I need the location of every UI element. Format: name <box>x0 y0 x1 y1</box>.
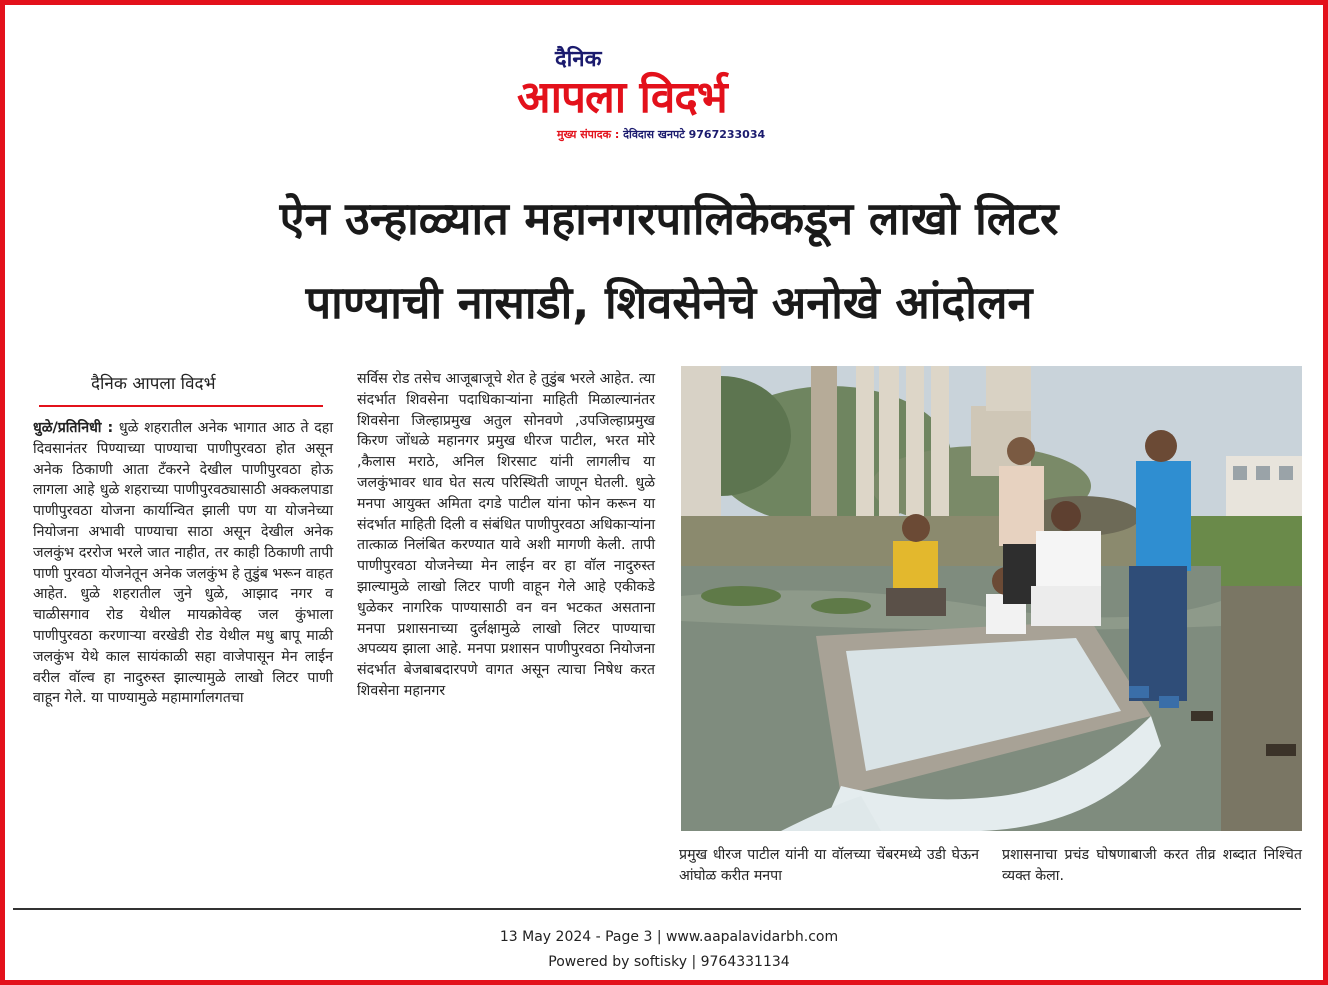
article-headline <box>45 177 1293 345</box>
masthead <box>517 47 827 147</box>
footer-rule <box>13 908 1301 910</box>
source-rule <box>39 405 323 407</box>
article-column-4: प्रशासनाचा प्रचंड घोषणाबाजी करत तीव्र शब्दात निश्चित व्यक्त केला. <box>1002 847 1302 884</box>
masthead-editor <box>557 127 765 142</box>
footer-powered-by: Powered by softisky | 9764331134 <box>548 954 790 970</box>
headline-line-2: पाण्याची नासाडी, शिवसेनेचे अनोखे आंदोलन <box>305 276 1033 329</box>
dateline: धुळे/प्रतिनिधी : <box>33 420 114 436</box>
editor-label: मुख्य संपादक : <box>557 128 620 141</box>
headline-line-1: ऐन उन्हाळ्यात महानगरपालिकेकडून लाखो लिटर <box>279 192 1059 245</box>
column-1-text: धुळे शहरातील अनेक भागात आठ ते दहा दिवसानंतर पिण्याच्या पाण्याचा पाणीपुरवठा होत असून अनेक ठिकाणी आता टँकरने देखील पाणीपुरवठा होऊ लागला आहे धुळे शहराच्या पाणीपुरवठ्यासाठी अक्कलपाडा पाणीपुरवठा योजना कार्यान्वित झाली पण या योजनेच्या नियोजना अभावी पाण्याचा साठा असून देखील अनेक जलकुंभ दररोज भरले जात नाहीत, तर काही ठिकाणी तापी पाणी पुरवठा योजनेतून अनेक जलकुंभ हे तुडुंब भरून वाहत आहेत. धुळे शहरातील जुने धुळे, आझाद नगर व चाळीसगाव रोड येथील मायक्रोवेव्ह जल कुंभाला पाणीपुरवठा करणाऱ्या वरखेडी रोड येथील मधु बापू माळी जलकुंभ येथे काल सायंकाळी सहा वाजेपासून मेन लाईन वरील वॉल्व हा नादुरुस्त झाल्यामुळे लाखो लिटर पाणी वाहून गेले. या पाण्यामुळे महामार्गालगतचा <box>33 420 334 707</box>
source-label: दैनिक आपला विदर्भ <box>91 374 216 394</box>
article-column-2: सर्विस रोड तसेच आजूबाजूचे शेत हे तुडुंब भरले आहेत. त्या संदर्भात शिवसेना पदाधिकाऱ्यांना माहिती मिळाल्यानंतर शिवसेना जिल्हाप्रमुख अतुल सोनवणे ,उपजिल्हाप्रमुख किरण जोंधळे महानगर प्रमुख धीरज पाटील, भरत मोरे ,कैलास मराठे, अनिल शिरसाट यांनी लागलीच या जलकुंभावर धाव घेत सत्य परिस्थिती जाणून घेतली. धुळे मनपा आयुक्त अमिता दगडे पाटील यांना फोन करून या संदर्भात माहिती दिली व संबंधित पाणीपुरवठा अधिकाऱ्यांना तात्काळ निलंबित करण्यात यावे अशी मागणी केली. तापी पाणीपुरवठा योजनेच्या मेन लाईन वर हा वॉल नादुरुस्त झाल्यामुळे लाखो लिटर पाणी वाहून गेले आहे एकीकडे धुळेकर नागरिक पाण्यासाठी वन वन भटकत असताना मनपा प्रशासनाच्या दुर्लक्षामुळे लाखो लिटर पाण्याचा अपव्यय झाला आहे. मनपा प्रशासन पाणीपुरवठा नियोजना संदर्भात बेजबाबदारपणे वागत असून त्याचा निषेध करत शिवसेना महानगर <box>357 371 655 699</box>
news-photo <box>681 366 1302 831</box>
article-column-3: प्रमुख धीरज पाटील यांनी या वॉलच्या चेंबरमध्ये उडी घेऊन आंघोळ करीत मनपा <box>679 847 979 884</box>
news-photo-drawing <box>681 366 1302 831</box>
masthead-title: आपला विदर्भ <box>517 72 727 123</box>
article-column-1 <box>33 418 333 709</box>
editor-value: देविदास खनपटे 9767233034 <box>623 128 766 141</box>
source-box <box>39 365 323 407</box>
footer-date-page: 13 May 2024 - Page 3 | www.aapalavidarbh.com <box>499 929 839 945</box>
masthead-daily: दैनिक <box>555 47 602 72</box>
